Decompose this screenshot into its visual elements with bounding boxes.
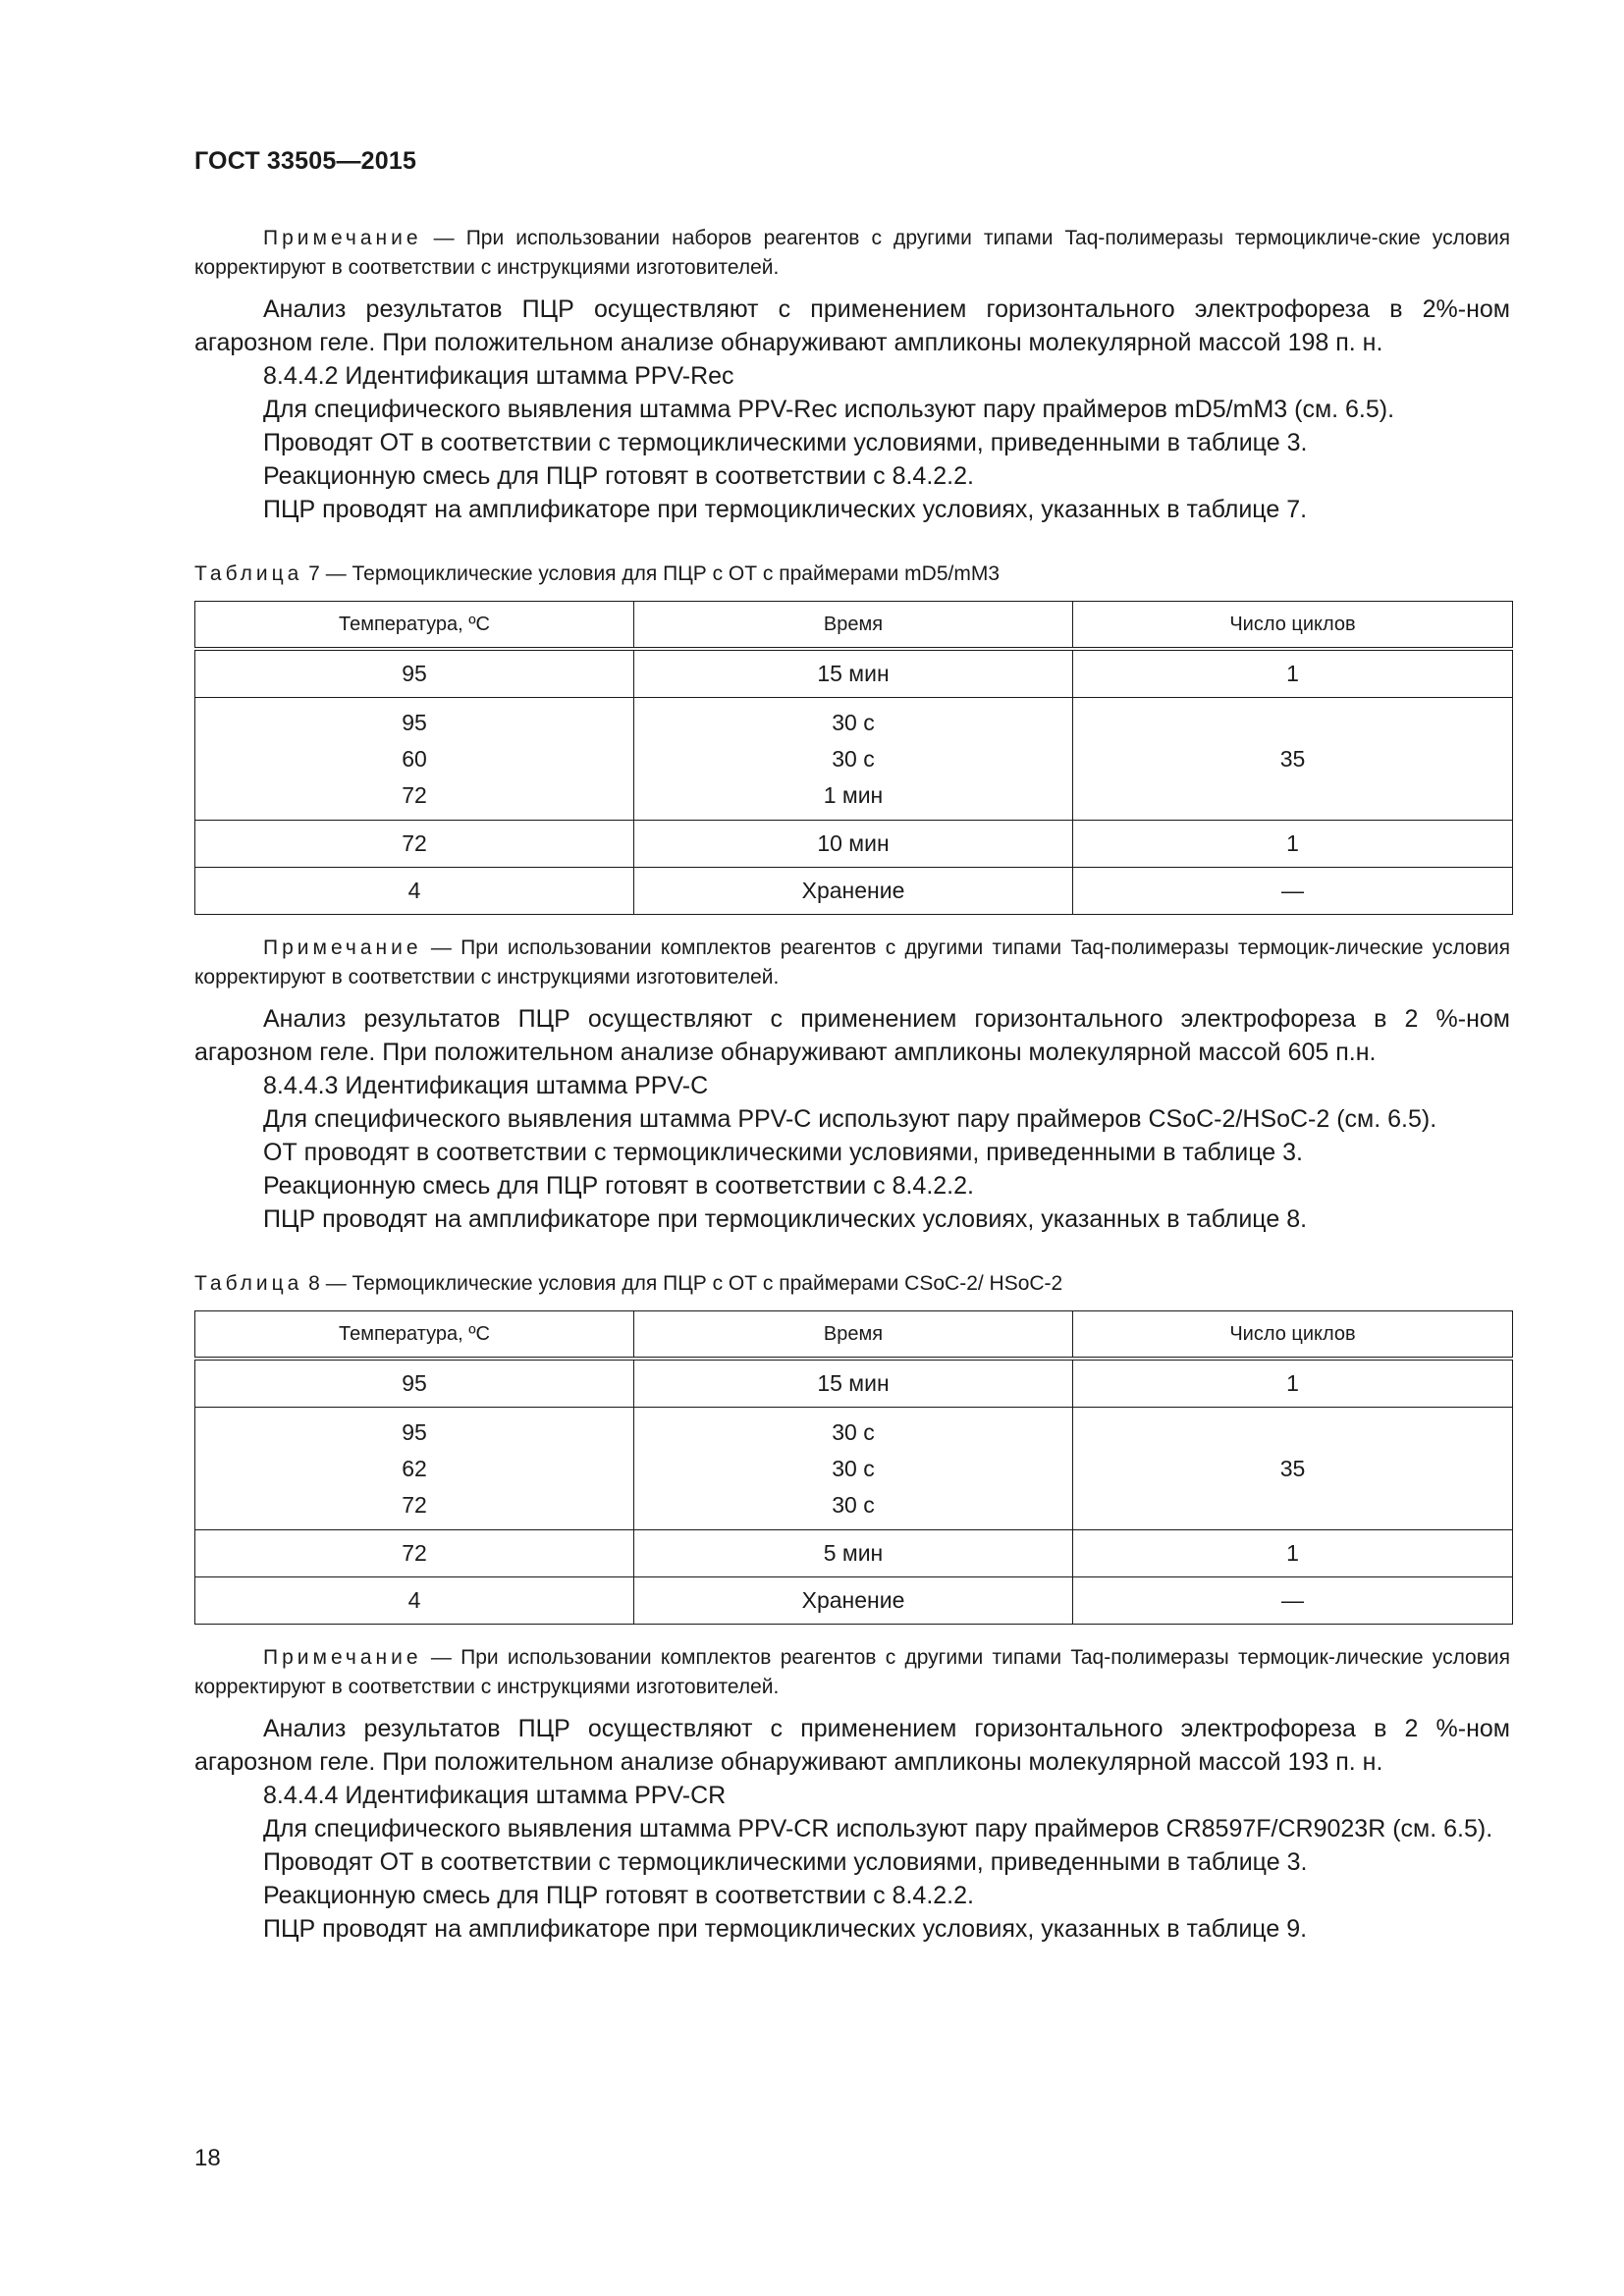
cell-temperature: 72 bbox=[195, 1530, 634, 1577]
paragraph: Анализ результатов ПЦР осуществляют с применением горизонтального электрофореза в 2 %-ном агарозном геле. При положительном анализе обнаруживают ампликоны молекулярной массой 605 п.н. bbox=[194, 1005, 1510, 1066]
table-row bbox=[195, 1577, 1513, 1625]
table-row bbox=[195, 821, 1513, 868]
header-cycles: Число циклов bbox=[1073, 602, 1513, 650]
cell-line: 95 bbox=[402, 1418, 427, 1445]
section-heading: 8.4.4.4 Идентификация штамма PPV-CR bbox=[263, 1782, 727, 1809]
cell-temperature-group bbox=[195, 698, 634, 821]
paragraph: Реакционную смесь для ПЦР готовят в соответствии с 8.4.2.2. bbox=[263, 1172, 974, 1200]
section-heading: 8.4.4.2 Идентификация штамма PPV-Rec bbox=[263, 362, 734, 390]
cell-line: 60 bbox=[402, 745, 427, 772]
note-3 bbox=[194, 1643, 1510, 1702]
page-number: 18 bbox=[194, 2145, 221, 2171]
cell-line: 95 bbox=[402, 709, 427, 735]
table-row bbox=[195, 649, 1513, 698]
note-1 bbox=[194, 224, 1510, 283]
paragraph: Анализ результатов ПЦР осуществляют с применением горизонтального электрофореза в 2 %-ном агарозном геле. При положительном анализе обнаруживают ампликоны молекулярной массой 193 п. н. bbox=[194, 1715, 1510, 1776]
cell-cycles: — bbox=[1073, 868, 1513, 915]
cell-line: 72 bbox=[402, 781, 427, 808]
table-7-caption bbox=[194, 560, 1510, 589]
table-row bbox=[195, 1359, 1513, 1408]
paragraph: ПЦР проводят на амплификаторе при термоциклических условиях, указанных в таблице 8. bbox=[263, 1205, 1308, 1233]
cell-temperature: 72 bbox=[195, 821, 634, 868]
paragraph: Анализ результатов ПЦР осуществляют с применением горизонтального электрофореза в 2%-ном агарозном геле. При положительном анализе обнаруживают ампликоны молекулярной массой 198 п. н. bbox=[194, 295, 1510, 356]
cell-time: Хранение bbox=[634, 1577, 1073, 1625]
paragraph: ОТ проводят в соответствии с термоциклическими условиями, приведенными в таблице 3. bbox=[263, 1139, 1303, 1166]
paragraph: ПЦР проводят на амплификаторе при термоциклических условиях, указанных в таблице 9. bbox=[263, 1915, 1308, 1943]
cell-line: 1 мин bbox=[823, 781, 884, 808]
table-row bbox=[195, 698, 1513, 821]
note-label: Примечание bbox=[263, 936, 422, 959]
note-label: Примечание bbox=[263, 1646, 422, 1669]
header-temperature: Температура, ºС bbox=[195, 1311, 634, 1360]
paragraph: Реакционную смесь для ПЦР готовят в соответствии с 8.4.2.2. bbox=[263, 462, 974, 490]
cell-time: Хранение bbox=[634, 868, 1073, 915]
cell-time-group bbox=[634, 1408, 1073, 1530]
cell-cycles: 1 bbox=[1073, 1530, 1513, 1577]
paragraph: Для специфического выявления штамма PPV-Rec используют пару праймеров mD5/mM3 (см. 6.5). bbox=[263, 396, 1395, 423]
cell-cycles: 1 bbox=[1073, 821, 1513, 868]
paragraph: Для специфического выявления штамма PPV-C используют пару праймеров CSoC-2/HSoC-2 (см. 6.5). bbox=[263, 1105, 1437, 1133]
caption-text: 7 — Термоциклические условия для ПЦР с ОТ с праймерами mD5/mM3 bbox=[302, 562, 1001, 585]
note-label: Примечание bbox=[263, 227, 422, 249]
cell-temperature: 4 bbox=[195, 868, 634, 915]
table-header-row bbox=[195, 602, 1513, 650]
paragraph: Для специфического выявления штамма PPV-CR используют пару праймеров CR8597F/CR9023R (см. 6.5). bbox=[263, 1815, 1493, 1842]
cell-line: 30 с bbox=[832, 709, 875, 735]
cell-cycles: 35 bbox=[1073, 1408, 1513, 1530]
table-row bbox=[195, 868, 1513, 915]
cell-temperature: 95 bbox=[195, 1359, 634, 1408]
header-time: Время bbox=[634, 602, 1073, 650]
header-cycles: Число циклов bbox=[1073, 1311, 1513, 1360]
cell-temperature: 95 bbox=[195, 649, 634, 698]
header-time: Время bbox=[634, 1311, 1073, 1360]
cell-temperature-group bbox=[195, 1408, 634, 1530]
paragraph: Проводят ОТ в соответствии с термоциклическими условиями, приведенными в таблице 3. bbox=[263, 1848, 1308, 1876]
cell-time: 15 мин bbox=[634, 1359, 1073, 1408]
cell-time-group bbox=[634, 698, 1073, 821]
caption-label: Таблица bbox=[194, 562, 303, 585]
note-text: — При использовании комплектов реагентов с другими типами Taq-полимеразы термоцик-лические условия корректируют в соответствии с инструкциями изготовителей. bbox=[194, 1646, 1510, 1698]
paragraph: Проводят ОТ в соответствии с термоциклическими условиями, приведенными в таблице 3. bbox=[263, 429, 1308, 456]
cell-line: 72 bbox=[402, 1491, 427, 1518]
note-text: — При использовании комплектов реагентов с другими типами Taq-полимеразы термоцик-лические условия корректируют в соответствии с инструкциями изготовителей. bbox=[194, 936, 1510, 988]
paragraph: Реакционную смесь для ПЦР готовят в соответствии с 8.4.2.2. bbox=[263, 1882, 974, 1909]
cell-temperature: 4 bbox=[195, 1577, 634, 1625]
cell-time: 5 мин bbox=[634, 1530, 1073, 1577]
table-row bbox=[195, 1530, 1513, 1577]
cell-cycles: — bbox=[1073, 1577, 1513, 1625]
table-8 bbox=[194, 1310, 1513, 1625]
table-header-row bbox=[195, 1311, 1513, 1360]
cell-line: 30 с bbox=[832, 1418, 875, 1445]
cell-line: 30 с bbox=[832, 1455, 875, 1481]
table-7 bbox=[194, 601, 1513, 915]
table-row bbox=[195, 1408, 1513, 1530]
header-temperature: Температура, ºС bbox=[195, 602, 634, 650]
cell-line: 30 с bbox=[832, 745, 875, 772]
note-2 bbox=[194, 934, 1510, 992]
cell-cycles: 1 bbox=[1073, 649, 1513, 698]
page-content bbox=[194, 224, 1510, 1946]
cell-line: 30 с bbox=[832, 1491, 875, 1518]
cell-time: 10 мин bbox=[634, 821, 1073, 868]
caption-text: 8 — Термоциклические условия для ПЦР с ОТ с праймерами CSoC-2/ HSoC-2 bbox=[302, 1272, 1063, 1295]
document-header: ГОСТ 33505—2015 bbox=[194, 147, 417, 175]
note-text: — При использовании наборов реагентов с другими типами Taq-полимеразы термоцикличе-ские условия корректируют в соответствии с инструкциями изготовителей. bbox=[194, 227, 1510, 279]
caption-label: Таблица bbox=[194, 1272, 303, 1295]
section-heading: 8.4.4.3 Идентификация штамма PPV-C bbox=[263, 1072, 709, 1099]
table-8-caption bbox=[194, 1269, 1510, 1299]
cell-cycles: 35 bbox=[1073, 698, 1513, 821]
cell-cycles: 1 bbox=[1073, 1359, 1513, 1408]
paragraph: ПЦР проводят на амплификаторе при термоциклических условиях, указанных в таблице 7. bbox=[263, 496, 1308, 523]
cell-time: 15 мин bbox=[634, 649, 1073, 698]
cell-line: 62 bbox=[402, 1455, 427, 1481]
